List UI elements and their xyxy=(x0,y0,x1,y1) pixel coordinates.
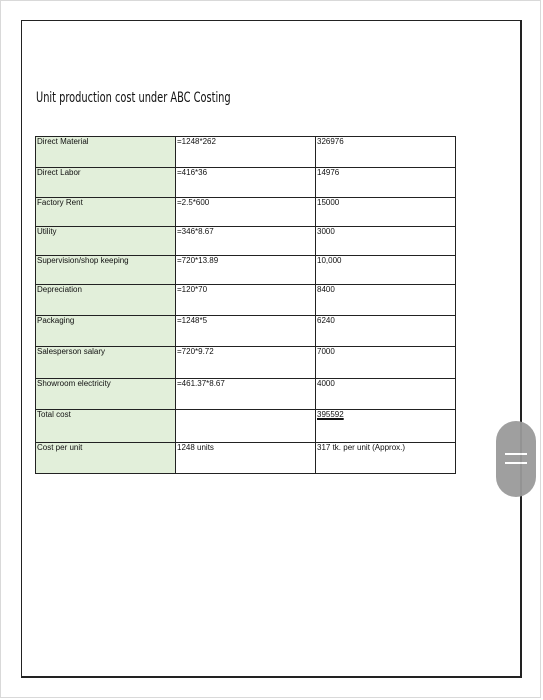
row-formula: =461.37*8.67 xyxy=(176,379,316,410)
row-label: Supervision/shop keeping xyxy=(36,256,176,285)
row-label: Factory Rent xyxy=(36,198,176,227)
table-row xyxy=(36,285,456,316)
row-formula xyxy=(176,410,316,443)
row-label: Depreciation xyxy=(36,285,176,316)
handle-grip-line xyxy=(505,462,527,464)
table-row xyxy=(36,347,456,379)
row-value: 317 tk. per unit (Approx.) xyxy=(316,443,456,474)
row-formula: =720*9.72 xyxy=(176,347,316,379)
row-value: 10,000 xyxy=(316,256,456,285)
table-row xyxy=(36,137,456,168)
table-row xyxy=(36,198,456,227)
cost-table xyxy=(35,136,456,474)
row-formula: =1248*262 xyxy=(176,137,316,168)
table-row xyxy=(36,443,456,474)
handle-grip-line xyxy=(505,453,527,455)
row-label: Direct Labor xyxy=(36,168,176,198)
row-value: 395592 xyxy=(317,410,344,419)
table-row xyxy=(36,316,456,347)
row-label: Packaging xyxy=(36,316,176,347)
row-formula: =416*36 xyxy=(176,168,316,198)
row-formula: =720*13.89 xyxy=(176,256,316,285)
row-label: Showroom electricity xyxy=(36,379,176,410)
row-formula: 1248 units xyxy=(176,443,316,474)
row-label: Total cost xyxy=(36,410,176,443)
row-label: Direct Material xyxy=(36,137,176,168)
row-value: 7000 xyxy=(316,347,456,379)
scroll-handle[interactable] xyxy=(496,421,536,497)
row-value: 4000 xyxy=(316,379,456,410)
row-value: 326976 xyxy=(316,137,456,168)
row-formula: =2.5*600 xyxy=(176,198,316,227)
row-formula: =1248*5 xyxy=(176,316,316,347)
document-title: Unit production cost under ABC Costing xyxy=(36,90,231,106)
row-formula: =346*8.67 xyxy=(176,227,316,256)
row-value: 3000 xyxy=(316,227,456,256)
row-value: 6240 xyxy=(316,316,456,347)
row-formula: =120*70 xyxy=(176,285,316,316)
document-page xyxy=(21,20,522,678)
row-label: Utility xyxy=(36,227,176,256)
row-label: Cost per unit xyxy=(36,443,176,474)
table-row xyxy=(36,410,456,443)
row-value: 15000 xyxy=(316,198,456,227)
table-row xyxy=(36,227,456,256)
row-label: Salesperson salary xyxy=(36,347,176,379)
table-row xyxy=(36,379,456,410)
row-value: 14976 xyxy=(316,168,456,198)
row-value: 8400 xyxy=(316,285,456,316)
row-value-cell xyxy=(316,410,456,443)
table-row xyxy=(36,256,456,285)
table-row xyxy=(36,168,456,198)
